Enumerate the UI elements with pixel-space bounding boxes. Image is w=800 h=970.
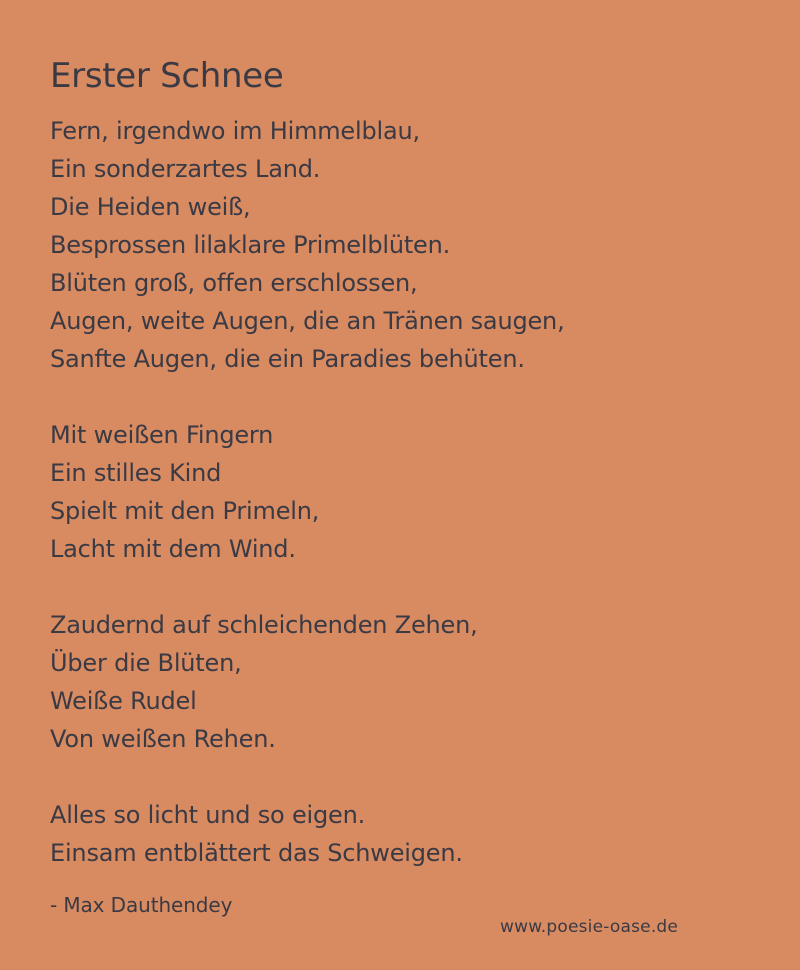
stanza-2 [50,416,750,568]
poem-line: Die Heiden weiß, [50,193,251,221]
poem-line: Von weißen Rehen. [50,725,276,753]
poem-line: Sanfte Augen, die ein Paradies behüten. [50,345,525,373]
poem-line: Einsam entblättert das Schweigen. [50,839,463,867]
poem-title: Erster Schnee [50,56,284,96]
poem-line: Ein stilles Kind [50,459,222,487]
poem-line: Lacht mit dem Wind. [50,535,296,563]
poem-line: Alles so licht und so eigen. [50,801,366,829]
stanza-1 [50,112,750,378]
website-url: www.poesie-oase.de [500,917,679,937]
poem-line: Weiße Rudel [50,687,197,715]
stanza-3 [50,606,750,758]
poem-line: Augen, weite Augen, die an Tränen saugen, [50,307,565,335]
poem-line: Blüten groß, offen erschlossen, [50,269,418,297]
poem-author: - Max Dauthendey [50,893,233,917]
poem-line: Zaudernd auf schleichenden Zehen, [50,611,478,639]
stanza-4 [50,796,750,872]
poem-line: Fern, irgendwo im Himmelblau, [50,117,420,145]
poem-line: Besprossen lilaklare Primelblüten. [50,231,451,259]
poem-body [50,112,750,910]
poem-line: Mit weißen Fingern [50,421,274,449]
poem-line: Spielt mit den Primeln, [50,497,320,525]
poem-line: Über die Blüten, [50,649,242,677]
poem-line: Ein sonderzartes Land. [50,155,321,183]
